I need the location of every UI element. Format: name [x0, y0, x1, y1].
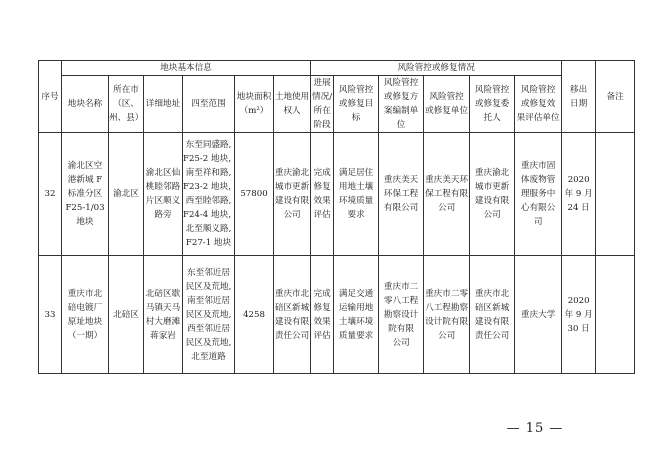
table-row	[39, 133, 635, 256]
cell-site-name	[62, 256, 109, 374]
cell-line: 渝北区仙	[145, 168, 181, 178]
cell-plan-unit	[379, 256, 424, 374]
cell-line: 碚区新城	[474, 302, 510, 313]
cell-line: 修复	[313, 302, 331, 313]
header-plan-unit	[379, 76, 424, 133]
cell-line: 有限公司	[383, 203, 419, 213]
cell-line: 建设有限	[474, 316, 510, 327]
cell-line: 满足居住	[338, 168, 374, 178]
cell-line: 南至邻近居	[187, 295, 230, 306]
header-remediation-unit	[424, 76, 470, 133]
cell-line: 马镇天马	[145, 302, 181, 313]
cell-site-area	[235, 133, 274, 256]
header-remark	[596, 61, 635, 133]
header-group-basic-info: 地块基本信息	[62, 61, 311, 76]
cell-line: 民区及荒地,	[185, 337, 232, 348]
cell-evaluation-unit	[515, 256, 562, 374]
cell-line: 标准分区	[67, 189, 103, 199]
cell-removal-date	[562, 256, 596, 374]
cell-line: 风险管控	[429, 92, 464, 102]
cell-remediation-target	[334, 133, 379, 256]
cell-line: 重庆市二	[383, 281, 419, 292]
cell-line: 重庆市固	[520, 161, 556, 171]
cell-line: （一期）	[67, 330, 103, 341]
cell-line: 完成	[313, 168, 331, 178]
cell-line: 果评估单位	[516, 113, 560, 123]
cell-line: 备注	[606, 91, 624, 102]
cell-line: 运输用地	[338, 302, 374, 313]
cell-line: 风险管控	[338, 85, 374, 95]
cell-line: 或修复单位	[425, 106, 469, 116]
cell-line: 重庆市北	[474, 288, 510, 299]
cell-line: 土壤环境	[338, 316, 374, 327]
cell-line: 勘察设计	[383, 309, 419, 320]
cell-line: 地块	[76, 217, 94, 227]
cell-line: 质量要求	[338, 330, 374, 341]
cell-line: 重庆大学	[520, 309, 556, 320]
cell-remediation-unit	[424, 133, 470, 256]
cell-line: 西至睦邻路,	[185, 196, 232, 206]
cell-line: 环境质量	[338, 196, 374, 206]
cell-line: 效果	[313, 316, 331, 327]
cell-site-name	[62, 133, 109, 256]
cell-boundary-range	[183, 133, 235, 256]
cell-site-area	[235, 256, 274, 374]
cell-line: 所在	[313, 106, 331, 116]
cell-line: （m²）	[239, 106, 269, 116]
cell-line: 理服务中	[520, 189, 556, 199]
cell-line: 责任公司	[274, 330, 310, 341]
cell-line: 北至顺义路,	[185, 224, 232, 234]
cell-line: 风险管控	[520, 85, 556, 95]
cell-line: 西至邻近居	[187, 323, 230, 334]
cell-line: 城市更新	[474, 182, 510, 192]
header-site-area	[235, 76, 274, 133]
cell-line: 公司	[437, 330, 456, 341]
cell-line: 环保工程	[383, 189, 419, 199]
cell-line: 情况/	[312, 92, 333, 102]
cell-line: 东至邻近居	[187, 267, 230, 278]
cell-line: 57800	[240, 189, 268, 199]
cell-line: 24 日	[567, 203, 590, 213]
cell-removal-date	[562, 133, 596, 256]
cell-line: 设计院有限	[425, 316, 469, 327]
cell-line: 或修复效	[520, 99, 556, 109]
cell-land-owner	[274, 133, 311, 256]
cell-line: F25-2 地块，	[183, 154, 237, 164]
cell-line: 地块面积	[236, 92, 272, 102]
cell-line: 移出	[570, 84, 588, 95]
cell-city-district	[109, 133, 144, 256]
cell-line: 碚区新城	[274, 302, 310, 313]
cell-remark	[596, 133, 635, 256]
header-remediation-target	[334, 76, 379, 133]
cell-line: 2020	[567, 175, 590, 185]
cell-line: 北碚区歇	[145, 288, 181, 299]
cell-address	[144, 133, 183, 256]
cell-line: 用地土壤	[338, 182, 374, 192]
cell-line: 保工程有限	[425, 189, 469, 199]
cell-line: 地块名称	[67, 99, 103, 109]
cell-line: 公司	[283, 210, 301, 220]
header-land-owner	[274, 76, 311, 133]
header-site-name	[62, 76, 109, 133]
header-removal-date	[562, 61, 596, 133]
cell-line: 序号	[41, 91, 59, 102]
cell-boundary-range	[183, 256, 235, 374]
cell-seq	[39, 133, 62, 256]
cell-line: 重庆渝北	[274, 168, 310, 178]
cell-remark	[596, 256, 635, 374]
cell-line: 效果	[313, 196, 331, 206]
cell-line: 30 日	[567, 323, 590, 334]
table-row	[39, 256, 635, 374]
cell-line: 蒋家岩	[150, 330, 176, 341]
cell-line: 北碚区	[113, 309, 139, 320]
cell-line: 院有限	[388, 323, 414, 334]
cell-line: 阶段	[313, 120, 331, 130]
cell-line: 32	[44, 189, 56, 199]
header-progress-stage	[311, 76, 334, 133]
cell-line: F27-1 地块	[185, 238, 232, 248]
cell-progress-stage	[311, 256, 334, 374]
cell-line: 重庆美天	[383, 175, 419, 185]
cell-line: 八工程勘察	[425, 302, 469, 313]
site-table	[38, 60, 635, 374]
cell-line: 详细地址	[145, 99, 181, 109]
cell-line: 或修复目	[338, 99, 374, 109]
cell-line: 港新城 F	[67, 175, 103, 185]
cell-line: 重庆市北	[274, 288, 310, 299]
header-client	[470, 76, 515, 133]
cell-line: 案编制单	[383, 106, 419, 116]
cell-line: 公司	[437, 203, 456, 213]
header-seq	[39, 61, 62, 133]
cell-line: 建设有限	[274, 196, 310, 206]
cell-line: 年 9 月	[564, 189, 593, 199]
cell-line: 进展	[313, 78, 331, 88]
cell-address	[144, 256, 183, 374]
cell-line: 年 9 月	[564, 309, 593, 320]
cell-line: 完成	[313, 288, 331, 299]
cell-line: 标	[351, 113, 361, 123]
cell-client	[470, 133, 515, 256]
cell-progress-stage	[311, 133, 334, 256]
cell-line: 日期	[570, 98, 588, 109]
header-group-row	[39, 61, 635, 76]
cell-line: 风险管控	[474, 85, 510, 95]
cell-line: 路旁	[154, 210, 172, 220]
cell-line: 33	[44, 309, 56, 320]
cell-seq	[39, 256, 62, 374]
cell-line: （区、	[113, 99, 139, 109]
cell-line: 片区顺义	[145, 196, 181, 206]
cell-line: 重庆美天环	[425, 175, 469, 185]
cell-line: 民区及荒地,	[185, 309, 232, 320]
cell-line: 司	[533, 217, 543, 227]
cell-line: 2020	[567, 295, 590, 306]
cell-line: 土地使用	[274, 92, 310, 102]
cell-line: 托人	[483, 113, 501, 123]
cell-line: F23-2 地块，	[183, 182, 237, 192]
cell-line: 责任公司	[474, 330, 510, 341]
cell-line: 北至道路	[191, 351, 226, 362]
header-boundary-range	[183, 76, 235, 133]
cell-line: F24-4 地块，	[183, 210, 237, 220]
cell-line: 修复	[313, 182, 331, 192]
cell-line: 南至祥和路,	[185, 168, 232, 178]
cell-line: 评估	[313, 210, 331, 220]
cell-client	[470, 256, 515, 374]
cell-plan-unit	[379, 133, 424, 256]
cell-line: 位	[396, 120, 406, 130]
cell-line: 东至同盛路,	[185, 140, 232, 150]
cell-line: 公司	[392, 337, 410, 348]
cell-line: 所在市	[113, 85, 139, 95]
cell-line: 城市更新	[274, 182, 310, 192]
cell-line: 村大磨滩	[145, 316, 181, 327]
cell-line: 州、县）	[109, 113, 144, 123]
cell-line: 或修复委	[474, 99, 510, 109]
cell-line: 原址地块	[67, 316, 103, 327]
cell-line: 权人	[283, 106, 301, 116]
header-group-risk-info: 风险管控或修复情况	[311, 61, 562, 76]
header-address	[144, 76, 183, 133]
cell-line: 要求	[347, 210, 365, 220]
cell-remediation-unit	[424, 256, 470, 374]
cell-line: 渝北区	[113, 189, 139, 199]
cell-line: 重庆市二零	[425, 288, 469, 299]
cell-line: 重庆市北	[67, 288, 103, 299]
cell-line: 碚电镀厂	[67, 302, 103, 313]
cell-land-owner	[274, 256, 311, 374]
cell-line: 心有限公	[520, 203, 556, 213]
header-column-row	[39, 76, 635, 133]
cell-line: 四至范围	[191, 99, 226, 109]
cell-line: 满足交通	[338, 288, 374, 299]
cell-city-district	[109, 256, 144, 374]
cell-line: 渝北区空	[67, 161, 103, 171]
cell-line: 重庆渝北	[474, 168, 510, 178]
cell-line: 评估	[313, 330, 331, 341]
cell-line: 民区及荒地,	[185, 281, 232, 292]
cell-evaluation-unit	[515, 133, 562, 256]
cell-line: 4258	[243, 309, 265, 320]
cell-line: 建设有限	[474, 196, 510, 206]
cell-remediation-target	[334, 256, 379, 374]
cell-line: 风险管控	[383, 78, 419, 88]
cell-line: 建设有限	[274, 316, 310, 327]
cell-line: 桃睦邻路	[145, 182, 181, 192]
header-evaluation-unit	[515, 76, 562, 133]
cell-line: 公司	[483, 210, 501, 220]
page-number: — 15 —	[506, 421, 564, 436]
cell-line: 体废物管	[520, 175, 556, 185]
header-city-district	[109, 76, 144, 133]
cell-line: 或修复方	[383, 92, 419, 102]
cell-line: 零八工程	[383, 295, 419, 306]
cell-line: F25-1/03	[65, 203, 105, 213]
